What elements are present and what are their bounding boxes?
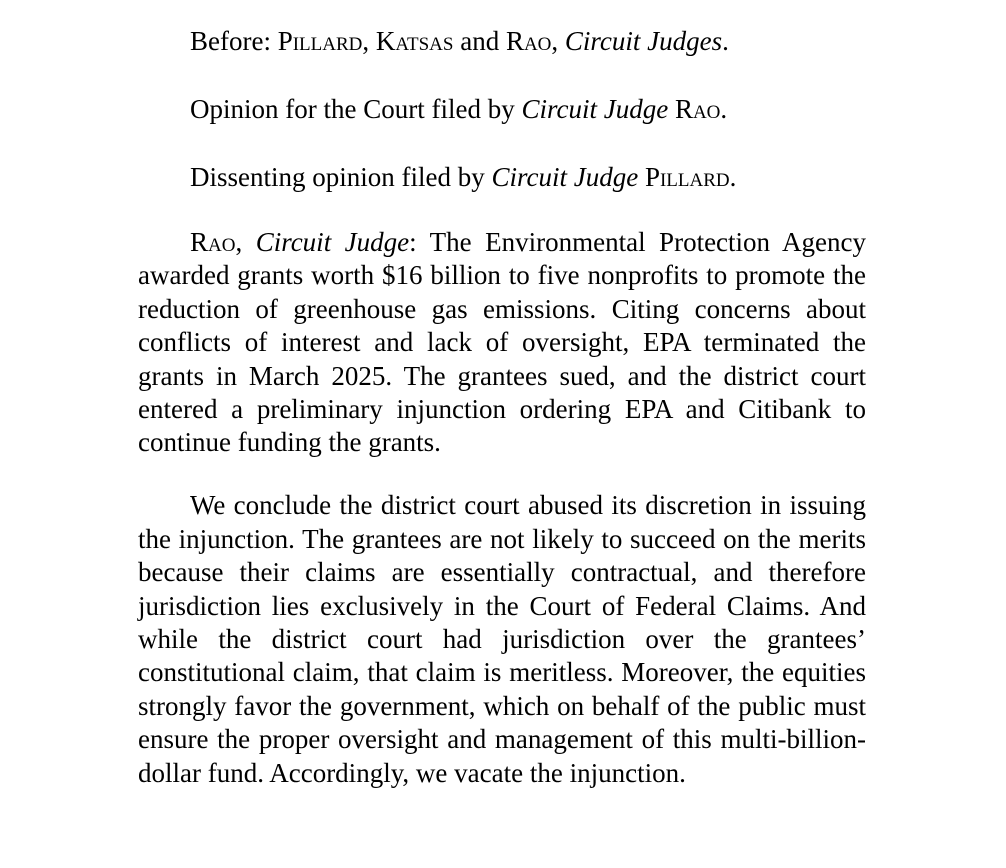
dissent-author-line [138,161,866,194]
opinion-byline-comma: , [235,227,256,257]
majority-space [668,94,675,124]
panel-period: . [722,26,729,56]
majority-judge-title: Circuit Judge [521,94,669,124]
majority-author-line [138,93,866,126]
dissent-period: . [729,162,737,192]
panel-prefix-label: Before: [190,26,278,56]
dissent-judge-name: Pillard [644,162,730,192]
majority-period: . [720,94,728,124]
dissent-space [638,162,645,192]
opinion-paragraph-1 [138,226,866,460]
dissent-judge-title: Circuit Judge [491,162,639,192]
majority-judge-name: Rao [674,94,721,124]
opinion-paragraph-1-text: The Environmental Protection Agency awarded grants worth $16 billion to five nonprofits to promote the reduction of greenhouse gas emissions. Citing concerns about conflicts of interest and lack of oversight, EPA terminated the grants in March 2025. The grantees sued, and the district court entered a preliminary injunction ordering EPA and Citibank to continue funding the grants. [138,227,866,458]
panel-judge-rao: Rao [505,26,552,56]
panel-judge-katsas: Katsas [375,26,454,56]
majority-prefix-label: Opinion for the Court filed by [190,94,522,124]
opinion-byline-judge: Rao [190,227,236,257]
panel-judges-title: Circuit Judges [564,26,723,56]
opinion-text-block [138,0,866,790]
opinion-byline-colon: : [409,227,430,257]
dissent-prefix-label: Dissenting opinion filed by [190,162,492,192]
panel-separator-2: and [453,26,506,56]
opinion-paragraph-2: We conclude the district court abused its discretion in issuing the injunction. The grantees are not likely to succeed on the merits because their claims are essentially contractual, and therefore jurisdiction lies exclusively in the Court of Federal Claims. And while the district court had jurisdiction over the grantees’ constitutional claim, that claim is meritless. Moreover, the equities strongly favor the government, which on behalf of the public must ensure the proper oversight and management of this multi-billion-dollar fund. Accordingly, we vacate the injunction. [138,490,866,788]
panel-composition-line [138,25,866,58]
panel-separator-1: , [362,26,376,56]
panel-separator-3: , [551,26,565,56]
panel-judge-pillard: Pillard [277,26,363,56]
opinion-byline-title: Circuit Judge [255,227,410,257]
